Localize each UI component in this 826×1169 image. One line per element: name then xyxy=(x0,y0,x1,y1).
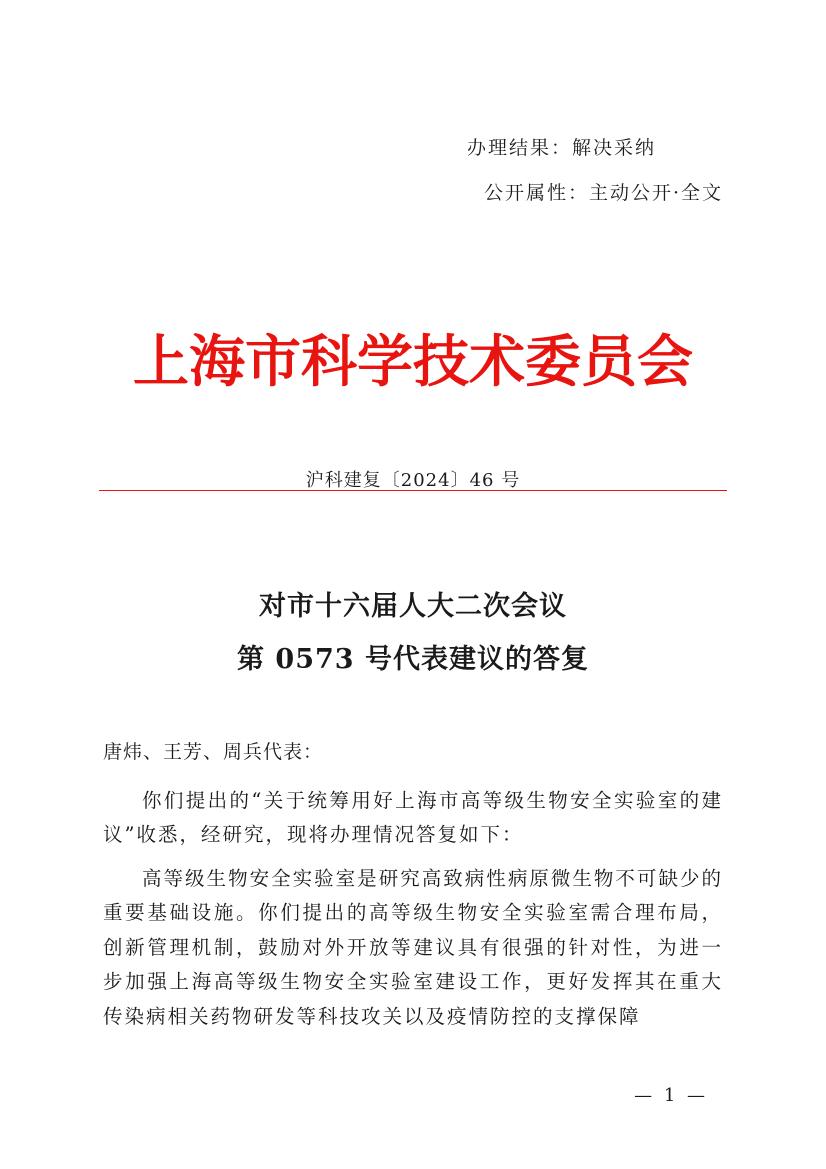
salutation: 唐炜、王芳、周兵代表： xyxy=(103,741,324,763)
document-title-line1: 对市十六届人大二次会议 xyxy=(259,591,567,622)
document-number: 沪科建复〔2024〕46 号 xyxy=(305,470,521,491)
organization-masthead: 上海市科学技术委员会 xyxy=(133,329,693,395)
paragraph-text: 你们提出的“关于统筹用好上海市高等级生物安全实验室的建议”收悉，经研究，现将办理情况答复如下： xyxy=(103,789,723,847)
body-paragraph-2 xyxy=(103,862,723,1034)
paragraph-text: 高等级生物安全实验室是研究高致病性病原微生物不可缺少的重要基础设施。你们提出的高等级生物安全实验室需合理布局，创新管理机制，鼓励对外开放等建议具有很强的针对性，为进一步加强上海高等级生物安全实验室建设工作，更好发挥其在重大传染病相关药物研发等科技攻关以及疫情防控的支撑保障 xyxy=(103,867,723,1028)
handling-result: 办理结果：解决采纳 xyxy=(466,137,656,159)
disclosure-attribute: 公开属性：主动公开·全文 xyxy=(483,182,723,204)
masthead-divider xyxy=(99,490,727,491)
page-number: — 1 — xyxy=(634,1085,708,1106)
document-title-line2: 第 0573 号代表建议的答复 xyxy=(237,644,589,675)
body-paragraph-1 xyxy=(103,784,723,853)
